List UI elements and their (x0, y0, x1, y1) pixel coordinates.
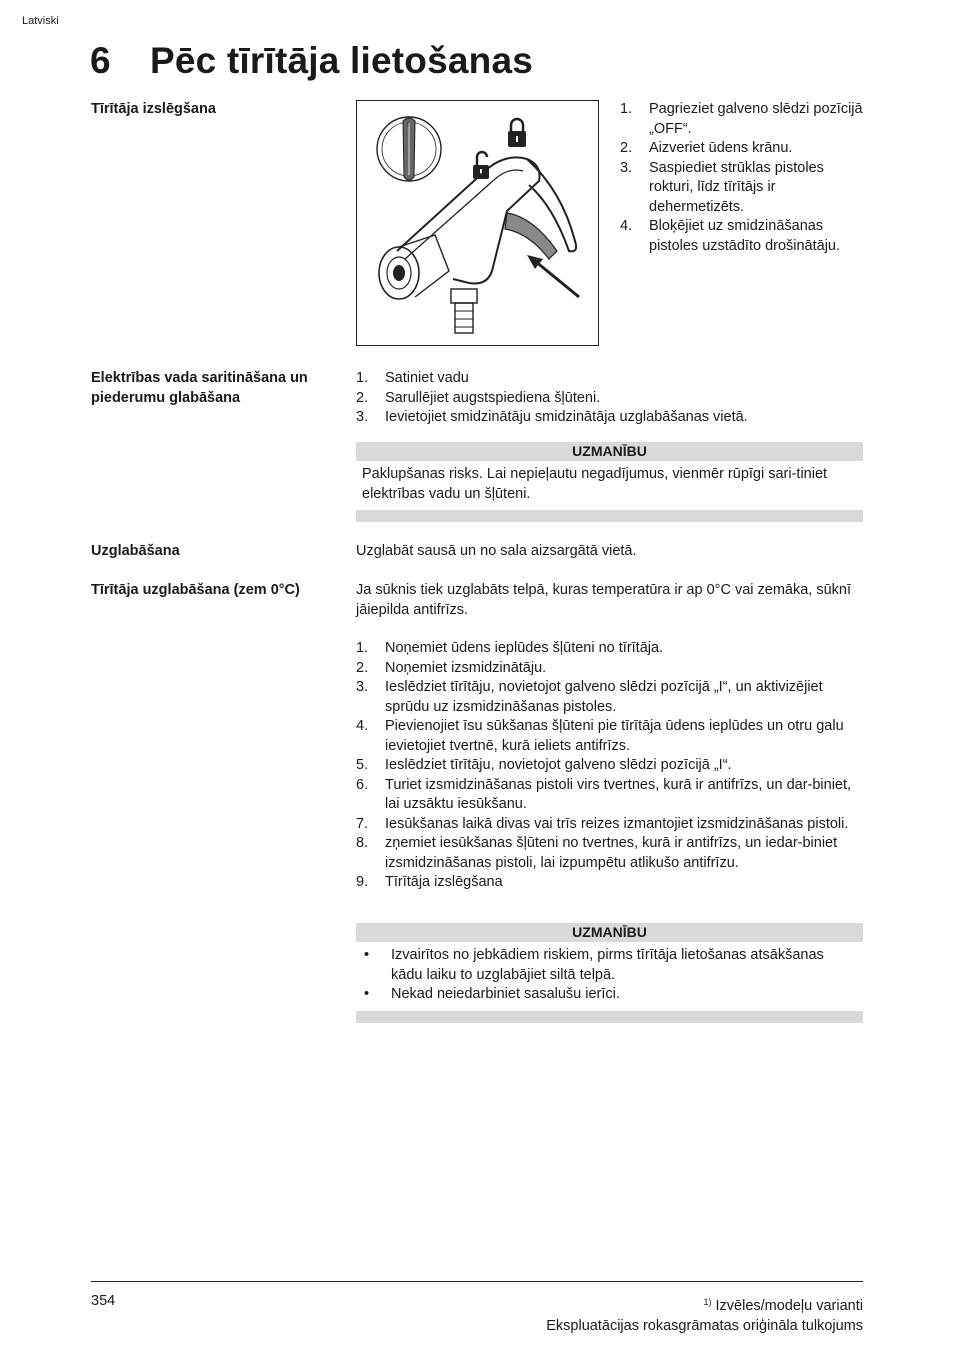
warning-box-cable (356, 442, 863, 522)
warning-footer-bar (356, 1011, 863, 1023)
section-heading-shutdown: Tīrītāja izslēgšana (91, 101, 216, 117)
storage-text: Uzglabāt sausā un no sala aizsargātā vietā. (356, 543, 637, 559)
list-item: 3. Ieslēdziet tīrītāju, novietojot galveno slēdzi pozīcijā „I“, un aktivizējiet sprūdu uz izsmidzināšanas pistoles. (356, 679, 823, 715)
language-label: Latviski (22, 15, 59, 27)
list-item: 1. Satiniet vadu (356, 370, 469, 386)
list-item: 3. Saspiediet strūklas pistoles rokturi, līdz tīrītājs ir dehermetizēts. (620, 159, 824, 215)
list-item: 9. Tīrītāja izslēgšana (356, 874, 503, 890)
footer-text (546, 1293, 863, 1336)
list-item: 7. Iesūkšanas laikā divas vai trīs reizes izmantojiet izsmidzināšanas pistoli. (356, 815, 849, 832)
chapter-title: Pēc tīrītāja lietošanas (150, 40, 534, 81)
spray-gun-icon (357, 101, 598, 345)
chapter-number: 6 (90, 40, 111, 81)
list-item: 3. Ievietojiet smidzinātāju smidzinātāja uzglabāšanas vietā. (356, 409, 748, 425)
list-item: 2. Noņemiet izsmidzinātāju. (356, 659, 547, 676)
footer-divider (91, 1281, 863, 1282)
spray-gun-figure (356, 100, 599, 346)
list-item: 4. Pievienojiet īsu sūkšanas šļūteni pie tīrītāja ūdens ieplūdes un otru galu ievietojiet tvertnē, kurā ieliets antifrīzs. (356, 718, 844, 754)
list-item: 1. Pagrieziet galveno slēdzi pozīcijā „OFF“. (620, 101, 863, 137)
shutdown-steps (620, 100, 865, 256)
section-heading-frost: Tīrītāja uzglabāšana (zem 0°C) (91, 582, 300, 598)
chapter-heading (90, 40, 533, 82)
list-item: 1. Noņemiet ūdens ieplūdes šļūteni no tīrītāja. (356, 640, 664, 656)
list-item: 8. zņemiet iesūkšanas šļūteni no tvertnes, kurā ir antifrīzs, un iedar-biniet izsmidzināšanas pistoli, lai izpumpētu atlikušo antifrīzu. (356, 835, 838, 871)
page-number: 354 (91, 1293, 116, 1309)
list-item: • Izvairītos no jebkādiem riskiem, pirms tīrītāja lietošanas atsākšanas kādu laiku to uzglabājiet siltā telpā. (364, 947, 824, 983)
cable-steps (356, 369, 863, 428)
frost-intro: Ja sūknis tiek uzglabāts telpā, kuras temperatūra ir ap 0°C vai zemāka, sūknī jāiepilda antifrīzs. (356, 582, 852, 618)
frost-steps (356, 639, 863, 893)
warning-box-frost (356, 923, 863, 1023)
svg-text:I: I (407, 121, 410, 129)
warning-text: Paklupšanas risks. Lai nepieļautu negadījumus, vienmēr rūpīgi sari-tiniet elektrības vadu un šļūteni. (362, 466, 828, 502)
list-item: 4. Bloķējiet uz smidzināšanas pistoles uzstādīto drošinātāju. (620, 218, 841, 254)
footnote-mark: 1) (703, 1297, 712, 1307)
section-heading-storage: Uzglabāšana (91, 543, 180, 559)
list-item: 5. Ieslēdziet tīrītāju, novietojot galveno slēdzi pozīcijā „I“. (356, 757, 732, 773)
section-heading-cable: Elektrības vada saritināšana un piederumu glabāšana (91, 370, 308, 406)
document-title: Ekspluatācijas rokasgrāmatas oriģināla tulkojums (546, 1317, 863, 1334)
bullet-icon: • (364, 947, 370, 963)
footnote: Izvēles/modeļu varianti (715, 1298, 863, 1314)
warning-title: UZMANĪBU (356, 442, 863, 461)
list-item: 6. Turiet izsmidzināšanas pistoli virs tvertnes, kurā ir antifrīzs, un dar-biniet, lai uzsāktu iesūkšanu. (356, 776, 852, 812)
list-item: 2. Aizveriet ūdens krānu. (620, 140, 793, 156)
warning-bullets (356, 942, 863, 1011)
shutdown-step-list (620, 100, 865, 256)
list-item: • Nekad neiedarbiniet sasalušu ierīci. (362, 985, 857, 1005)
bullet-icon: • (364, 986, 370, 1002)
warning-footer-bar (356, 510, 863, 522)
list-item: 2. Sarullējiet augstspiediena šļūteni. (356, 389, 601, 406)
warning-title: UZMANĪBU (356, 923, 863, 942)
